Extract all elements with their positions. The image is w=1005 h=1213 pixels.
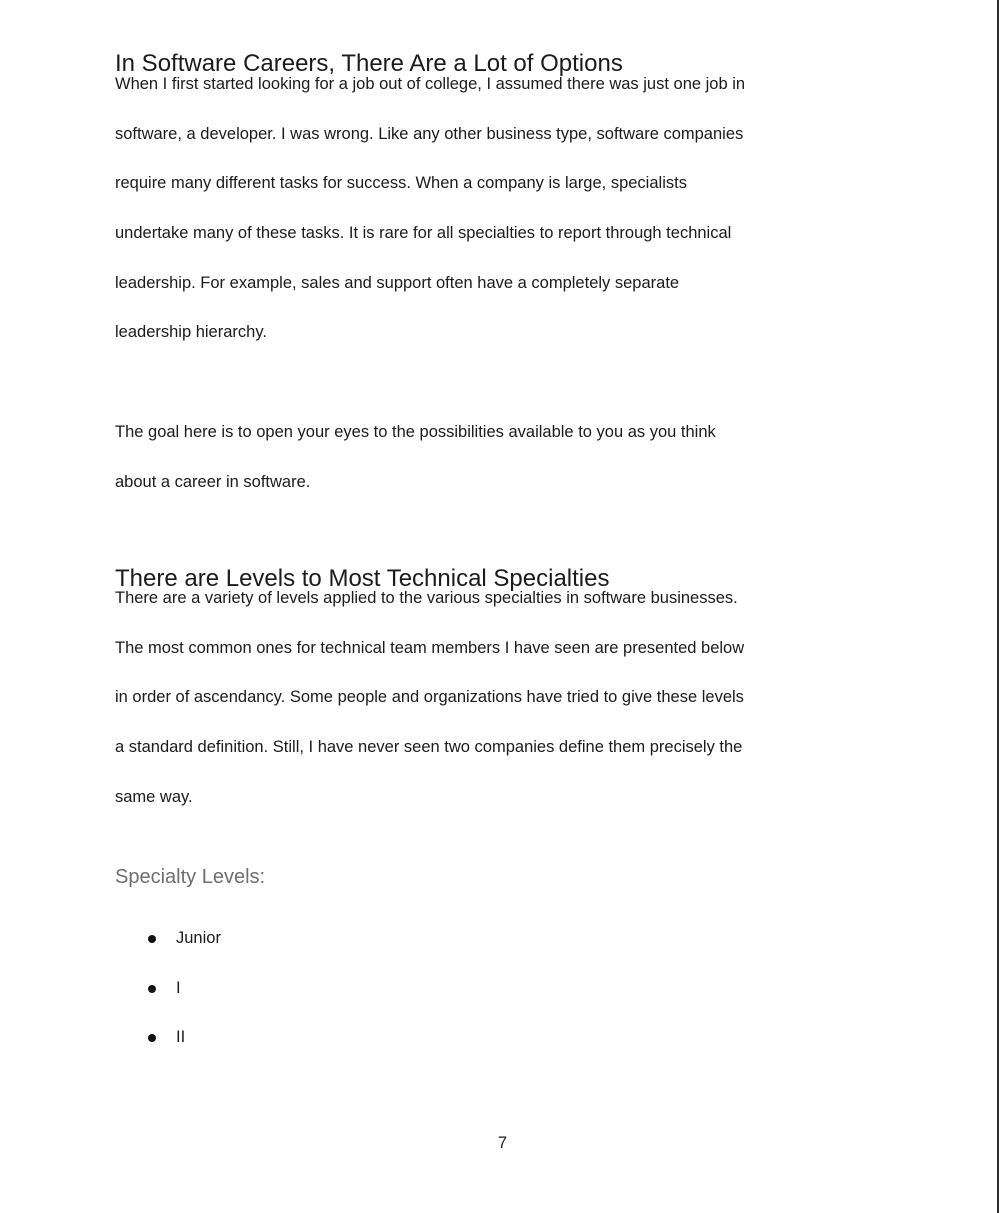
paragraph-line: The goal here is to open your eyes to the possibilities available to you as you think bbox=[115, 423, 716, 441]
list-item-junior bbox=[115, 914, 715, 964]
bullet-icon bbox=[148, 1034, 156, 1042]
paragraph-line: When I first started looking for a job out of college, I assumed there was just one job in bbox=[115, 75, 746, 93]
section-heading-levels: There are Levels to Most Technical Specialties bbox=[115, 565, 610, 593]
paragraph-line: in order of ascendancy. Some people and organizations have tried to give these levels bbox=[115, 688, 744, 707]
bullet-icon bbox=[148, 985, 156, 993]
paragraph-line: There are a variety of levels applied to the various specialties in software businesses. bbox=[115, 589, 738, 607]
page-edge-line bbox=[997, 0, 999, 1213]
paragraph-line: require many different tasks for success. When a company is large, specialists bbox=[115, 174, 687, 193]
paragraph-line: leadership hierarchy. bbox=[115, 323, 267, 342]
list-item-label: I bbox=[176, 978, 181, 997]
paragraph-levels bbox=[115, 574, 915, 822]
specialty-levels-list bbox=[115, 914, 715, 1063]
paragraph-line: a standard definition. Still, I have never seen two companies define them precisely the bbox=[115, 738, 743, 757]
section-heading-software-careers: In Software Careers, There Are a Lot of Options bbox=[115, 50, 623, 78]
list-item-label: Junior bbox=[176, 929, 221, 947]
subheading-specialty-levels: Specialty Levels: bbox=[115, 866, 266, 888]
list-item-label: II bbox=[176, 1028, 186, 1047]
paragraph-line: about a career in software. bbox=[115, 472, 311, 491]
paragraph-line: leadership. For example, sales and support often have a completely separate bbox=[115, 273, 680, 292]
paragraph-line: undertake many of these tasks. It is rare for all specialties to report through technical bbox=[115, 224, 732, 243]
page-number: 7 bbox=[497, 1134, 508, 1152]
list-item-level-1 bbox=[115, 964, 715, 1014]
paragraph-line: same way. bbox=[115, 787, 193, 806]
paragraph-goal bbox=[115, 408, 915, 507]
paragraph-intro bbox=[115, 60, 915, 358]
list-item-level-2 bbox=[115, 1013, 715, 1063]
bullet-icon bbox=[148, 935, 156, 943]
paragraph-line: The most common ones for technical team members I have seen are presented below bbox=[115, 638, 745, 657]
paragraph-line: software, a developer. I was wrong. Like any other business type, software companies bbox=[115, 124, 744, 143]
